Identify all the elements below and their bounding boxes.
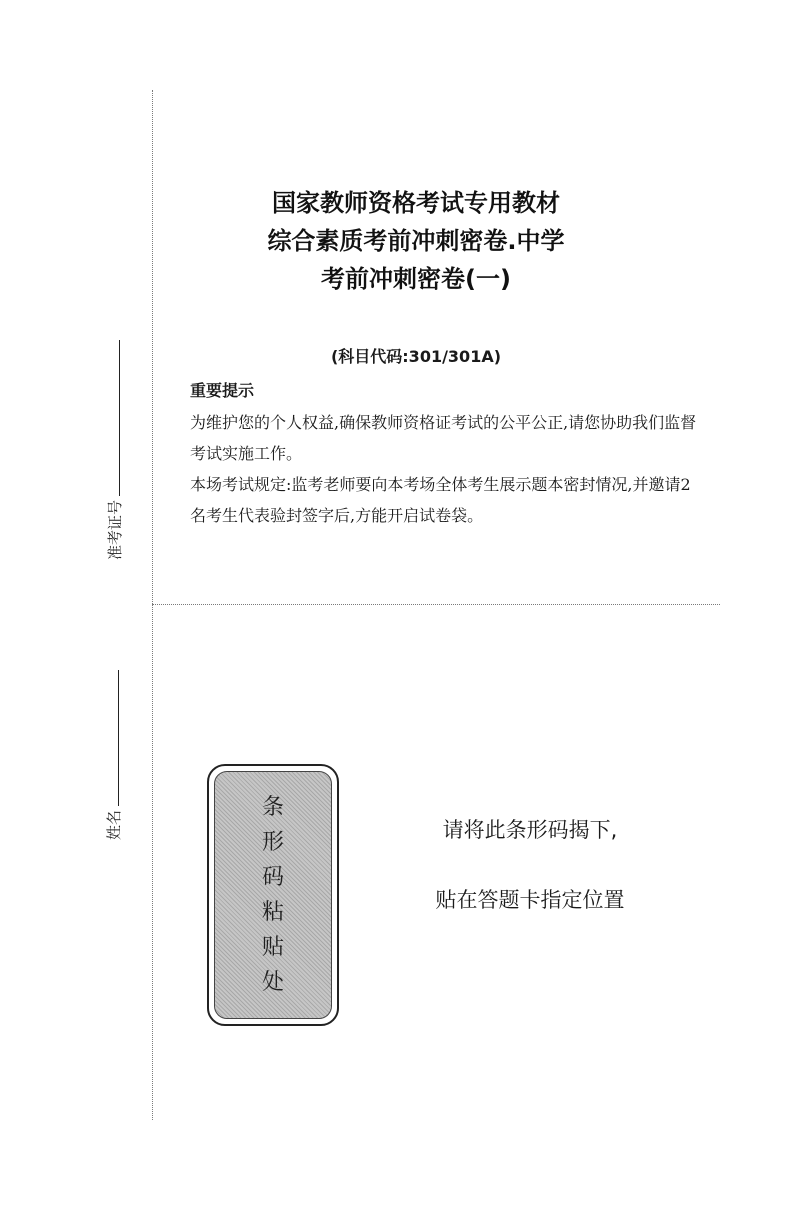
barcode-char: 形	[261, 830, 284, 855]
name-field[interactable]	[103, 670, 123, 840]
barcode-char: 处	[261, 970, 284, 995]
exam-id-label: 准考证号	[105, 499, 124, 560]
barcode-char: 贴	[261, 935, 284, 960]
barcode-char: 码	[261, 865, 284, 890]
notice-body	[190, 407, 700, 531]
title-line-2: 综合素质考前冲刺密卷.中学	[267, 227, 565, 255]
barcode-sticker-area	[207, 764, 339, 1026]
barcode-char: 粘	[261, 900, 284, 925]
notice-heading: 重要提示	[190, 381, 255, 400]
barcode-sticker-inner	[214, 771, 332, 1019]
name-label: 姓名	[104, 809, 123, 840]
vertical-dotted-divider	[152, 90, 153, 1120]
exam-id-field[interactable]	[104, 340, 124, 560]
barcode-char: 条	[261, 795, 284, 820]
notice-paragraph-1: 为维护您的个人权益,确保教师资格证考试的公平公正,请您协助我们监督考试实施工作。	[190, 413, 697, 463]
title-block	[180, 184, 652, 298]
barcode-instruction-1: 请将此条形码揭下,	[442, 818, 618, 842]
notice-paragraph-2: 本场考试规定:监考老师要向本考场全体考生展示题本密封情况,并邀请2名考生代表验封签字后,方能开启试卷袋。	[190, 475, 691, 525]
exam-id-underline	[109, 340, 120, 496]
title-line-1: 国家教师资格考试专用教材	[272, 189, 560, 217]
name-underline	[108, 670, 119, 806]
barcode-instruction-2: 贴在答题卡指定位置	[435, 888, 625, 912]
title-line-3: 考前冲刺密卷(一)	[321, 265, 511, 293]
horizontal-dotted-divider	[152, 604, 720, 605]
subject-code: (科目代码:301/301A)	[330, 347, 502, 366]
